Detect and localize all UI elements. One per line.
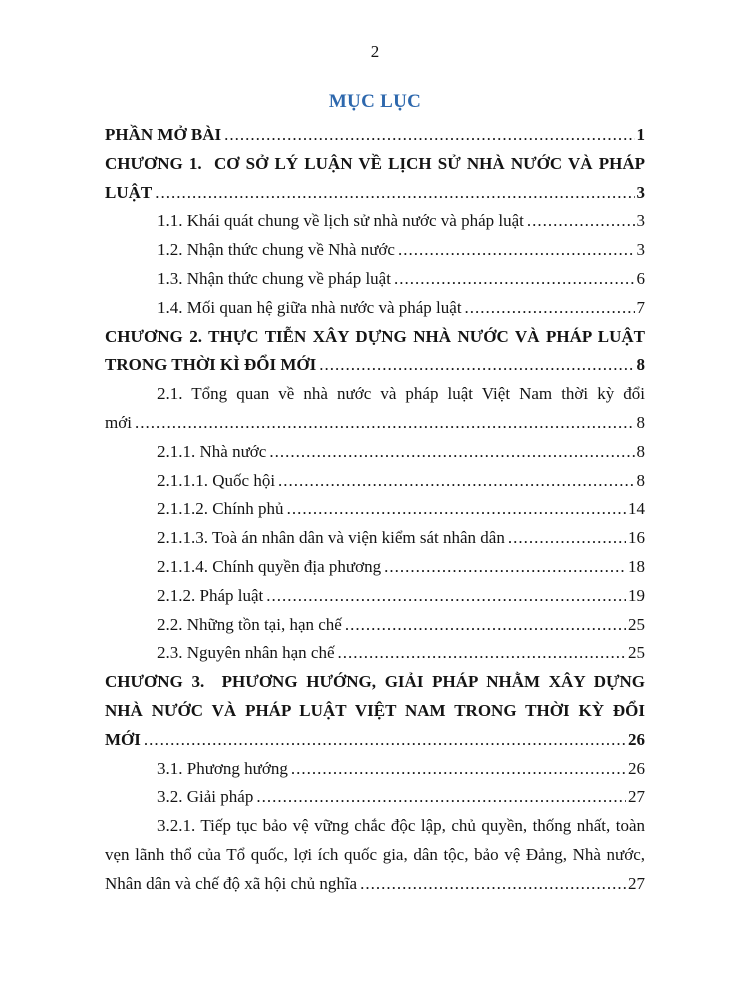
dot-leader	[266, 582, 626, 611]
dot-leader	[527, 207, 635, 236]
toc-entry-text: 2.1.1.1. Quốc hội	[157, 470, 276, 490]
toc-entry	[105, 179, 645, 208]
toc-entry-wrap-line: vẹn lãnh thổ của Tổ quốc, lợi ích quốc gia, dân tộc, bảo vệ Đảng, Nhà nước,	[105, 844, 645, 864]
toc-entry-page: 8	[636, 412, 645, 432]
toc-entry-wrap-line: CHƯƠNG 1. CƠ SỞ LÝ LUẬN VỀ LỊCH SỬ NHÀ NƯỚC VÀ PHÁP	[105, 153, 645, 173]
dot-leader	[345, 611, 626, 640]
dot-leader	[360, 870, 626, 899]
toc-entry-page: 8	[636, 470, 645, 490]
toc-entry-text: 1.3. Nhận thức chung về pháp luật	[157, 268, 391, 288]
toc-entry	[105, 553, 645, 582]
toc-entry-text: Nhân dân và chế độ xã hội chủ nghĩa	[105, 873, 358, 893]
toc-entry-text: 2.1.1. Nhà nước	[157, 441, 267, 461]
dot-leader	[338, 639, 626, 668]
toc-entry	[105, 639, 645, 668]
toc-entry-page: 27	[628, 787, 645, 807]
toc-entry	[105, 121, 645, 150]
toc-entry-text: 2.2. Những tồn tại, hạn chế	[157, 614, 342, 634]
toc-entry-text: 2.1.2. Pháp luật	[157, 585, 264, 605]
toc-entry-wrap-line: 3.2.1. Tiếp tục bảo vệ vững chắc độc lập, chủ quyền, thống nhất, toàn	[157, 816, 645, 836]
toc-entry	[105, 726, 645, 755]
toc-entry-wrap-line: 2.1. Tổng quan về nhà nước và pháp luật Việt Nam thời kỳ đổi	[157, 384, 645, 404]
dot-leader	[394, 265, 635, 294]
toc-entry	[105, 351, 645, 380]
toc-entry-text: 3.1. Phương hướng	[157, 758, 288, 778]
toc-entry-page: 7	[636, 297, 645, 317]
toc-entry-page: 3	[636, 211, 645, 231]
toc-entry-text: TRONG THỜI KÌ ĐỔI MỚI	[105, 355, 317, 375]
toc-entry-page: 19	[628, 585, 645, 605]
toc-entry	[105, 870, 645, 899]
toc-entry	[105, 207, 645, 236]
toc-entry-page: 3	[636, 182, 645, 202]
toc-entry	[105, 495, 645, 524]
toc-entry-page: 16	[628, 528, 645, 548]
dot-leader	[398, 236, 635, 265]
dot-leader	[278, 467, 634, 496]
toc-title: MỤC LỤC	[328, 91, 422, 112]
toc-entry-page: 1	[636, 125, 645, 144]
toc-entry	[105, 524, 645, 553]
toc-entry	[105, 294, 645, 323]
toc-list	[105, 121, 645, 899]
toc-entry-text: 2.1.1.3. Toà án nhân dân và viện kiểm sát nhân dân	[157, 528, 505, 548]
toc-entry-wrap-line: CHƯƠNG 3. PHƯƠNG HƯỚNG, GIẢI PHÁP NHẰM XÂY DỰNG	[105, 672, 645, 692]
toc-entry-page: 8	[636, 355, 645, 375]
toc-entry	[105, 755, 645, 784]
dot-leader	[135, 409, 635, 438]
toc-entry-page: 25	[628, 614, 645, 634]
dot-leader	[256, 783, 626, 812]
toc-entry-text: 1.1. Khái quát chung về lịch sử nhà nước và pháp luật	[157, 211, 524, 231]
toc-entry-page: 25	[628, 643, 645, 663]
dot-leader	[224, 121, 634, 150]
dot-leader	[465, 294, 635, 323]
toc-entry	[105, 783, 645, 812]
dot-leader	[384, 553, 626, 582]
page-number: 2	[370, 42, 380, 61]
dot-leader	[508, 524, 626, 553]
toc-entry-text: mới	[105, 412, 132, 432]
toc-entry-page: 26	[628, 729, 645, 749]
toc-entry-page: 14	[628, 499, 645, 519]
dot-leader	[144, 726, 626, 755]
toc-entry	[105, 582, 645, 611]
toc-entry-text: 2.1.1.2. Chính phủ	[157, 499, 284, 519]
toc-entry	[105, 236, 645, 265]
toc-entry-wrap-line: NHÀ NƯỚC VÀ PHÁP LUẬT VIỆT NAM TRONG THỜI KỲ ĐỔI	[105, 700, 645, 720]
toc-entry-page: 18	[628, 556, 645, 576]
toc-entry-text: 2.1.1.4. Chính quyền địa phương	[157, 556, 382, 576]
toc-entry-page: 6	[636, 268, 645, 288]
toc-entry-text: PHẦN MỞ BÀI	[105, 125, 222, 144]
toc-entry-page: 3	[636, 240, 645, 260]
dot-leader	[155, 179, 634, 208]
dot-leader	[319, 351, 634, 380]
dot-leader	[291, 755, 626, 784]
toc-entry-text: 2.3. Nguyên nhân hạn chế	[157, 643, 335, 663]
toc-entry-text: LUẬT	[105, 182, 153, 202]
dot-leader	[287, 495, 626, 524]
toc-entry	[105, 409, 645, 438]
toc-entry-page: 26	[628, 758, 645, 778]
toc-entry-wrap-line: CHƯƠNG 2. THỰC TIỄN XÂY DỰNG NHÀ NƯỚC VÀ PHÁP LUẬT	[105, 326, 645, 346]
toc-entry-text: 3.2. Giải pháp	[157, 787, 254, 807]
toc-entry-page: 8	[636, 441, 645, 461]
toc-entry	[105, 265, 645, 294]
dot-leader	[269, 438, 634, 467]
toc-entry-text: MỚI	[105, 729, 141, 749]
toc-entry-page: 27	[628, 873, 645, 893]
toc-entry	[105, 467, 645, 496]
toc-entry	[105, 611, 645, 640]
toc-entry-text: 1.2. Nhận thức chung về Nhà nước	[157, 240, 395, 260]
toc-entry-text: 1.4. Mối quan hệ giữa nhà nước và pháp luật	[157, 297, 462, 317]
toc-entry	[105, 438, 645, 467]
